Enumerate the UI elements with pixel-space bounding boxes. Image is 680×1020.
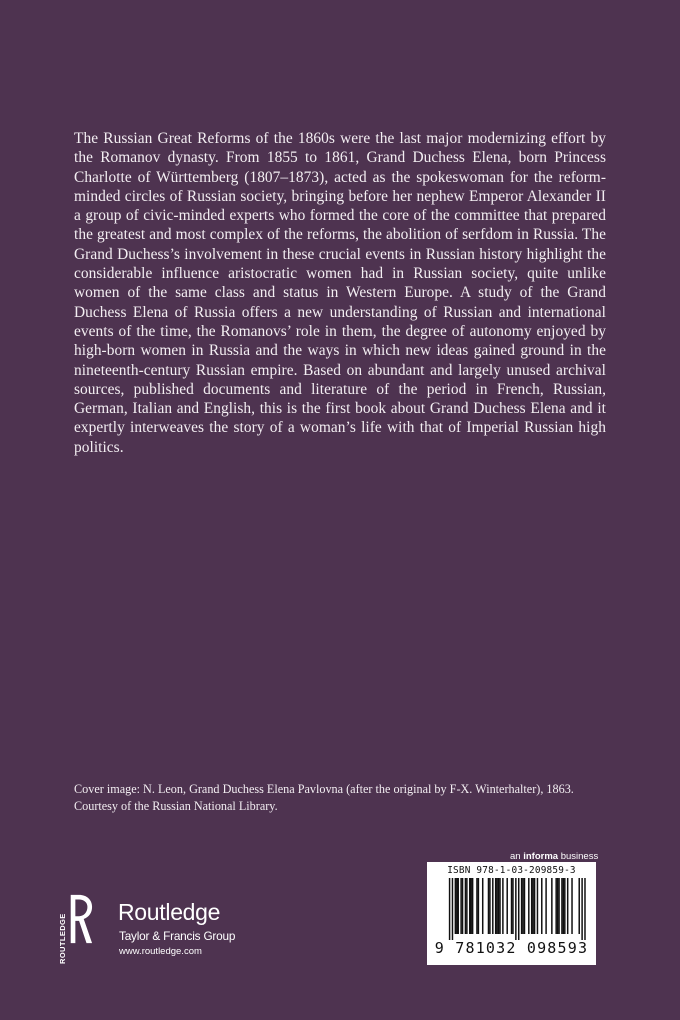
barcode-bar: [476, 878, 477, 934]
barcode-bar: [581, 878, 582, 940]
barcode-bar: [512, 878, 513, 934]
isbn-label: ISBN 978-1-03-209859-3: [447, 865, 576, 876]
credit-line-1: Cover image: N. Leon, Grand Duchess Elena Pavlovna (after the original by F-X. Winterhalter), 1863.: [74, 782, 574, 796]
barcode-bar: [563, 878, 564, 934]
barcode-bar: [584, 878, 585, 940]
barcode-bar: [541, 878, 542, 934]
barcode-bar: [521, 878, 522, 934]
barcode-bar: [534, 878, 535, 934]
routledge-r-icon: [66, 893, 94, 945]
informa-business-label: [510, 851, 598, 862]
informa-suffix: business: [558, 851, 599, 862]
barcode-bar: [555, 878, 556, 934]
barcode-bar: [472, 878, 473, 934]
barcode-bar: [551, 878, 552, 934]
barcode-bar: [465, 878, 466, 934]
credit-line-2: Courtesy of the Russian National Library.: [74, 799, 278, 813]
barcode-bar: [492, 878, 493, 934]
barcode-bar: [466, 878, 467, 934]
barcode-bar: [511, 878, 512, 934]
barcode-bar: [470, 878, 471, 934]
barcode-bar: [457, 878, 458, 934]
barcode-bar: [567, 878, 568, 934]
routledge-logo: [58, 893, 266, 965]
barcode-bar: [524, 878, 525, 934]
barcode-bar: [571, 878, 572, 934]
barcode-digits: 9 781032 098593: [434, 939, 589, 957]
barcode-bar: [528, 878, 529, 934]
barcode-bar: [499, 878, 500, 934]
publisher-group: Taylor & Francis Group: [119, 929, 236, 943]
publisher-name: Routledge: [118, 899, 221, 925]
informa-brand: informa: [523, 851, 559, 862]
barcode-bar: [495, 878, 496, 934]
barcode-bar: [462, 878, 463, 934]
cover-image-credit: [74, 781, 614, 815]
back-cover-blurb: The Russian Great Reforms of the 1860s were the last major modernizing effort by the Romanov dynasty. From 1855 to 1861, Grand Duchess Elena, born Princess Charlotte of Württemberg (1807–1873), acted as the spokeswoman for the reform-minded circles of Russian society, bringing before her nephew Emperor Alexander II a group of civic-minded experts who formed the core of the committee that prepared the greatest and most complex of the reforms, the abolition of serfdom in Russia. The Grand Duchess’s involvement in these crucial events in Russian history highlight the considerable influence aristocratic women had in Russian society, quite unlike women of the same class and status in Western Europe. A study of the Grand Duchess Elena of Russia offers a new understanding of Russian and international events of the time, the Romanovs’ role in them, the degree of autonomy enjoyed by high-born women in Russia and the ways in which new ideas gained ground in the nineteenth-century Russian empire. Based on abundant and largely unused archival sources, published documents and literature of the period in French, Russian, German, Italian and English, this is the first book about Grand Duchess Elena and it expertly interweaves the story of a woman’s life with that of Imperial Russian high politics.: [74, 130, 606, 456]
barcode-bar: [460, 878, 461, 934]
barcode-bar: [452, 878, 453, 940]
barcode-bar: [537, 878, 538, 934]
barcode-bar: [558, 878, 559, 934]
barcode-bars: [433, 878, 590, 940]
barcode-bar: [496, 878, 497, 934]
barcode-bar: [449, 878, 450, 940]
barcode-bar: [578, 878, 579, 934]
logo-vertical-text: ROUTLEDGE: [58, 913, 67, 965]
barcode-bar: [469, 878, 470, 934]
barcode-bar: [478, 878, 479, 934]
barcode-bar: [518, 878, 519, 940]
barcode-bar: [498, 878, 499, 934]
barcode-bar: [502, 878, 503, 934]
barcode-bar: [489, 878, 490, 934]
publisher-url: www.routledge.com: [119, 946, 202, 957]
barcode-bar: [545, 878, 546, 934]
barcode-bar: [522, 878, 523, 934]
informa-prefix: an: [510, 851, 524, 862]
barcode-bar: [456, 878, 457, 934]
barcode-bar: [557, 878, 558, 934]
barcode-bar: [488, 878, 489, 934]
isbn-barcode: [427, 862, 596, 965]
barcode-bar: [564, 878, 565, 934]
barcode-bar: [482, 878, 483, 934]
barcode-bar: [561, 878, 562, 934]
barcode-bar: [531, 878, 532, 934]
barcode-bar: [515, 878, 516, 940]
barcode-bar: [455, 878, 456, 934]
barcode-bar: [532, 878, 533, 934]
barcode-bar: [506, 878, 507, 934]
